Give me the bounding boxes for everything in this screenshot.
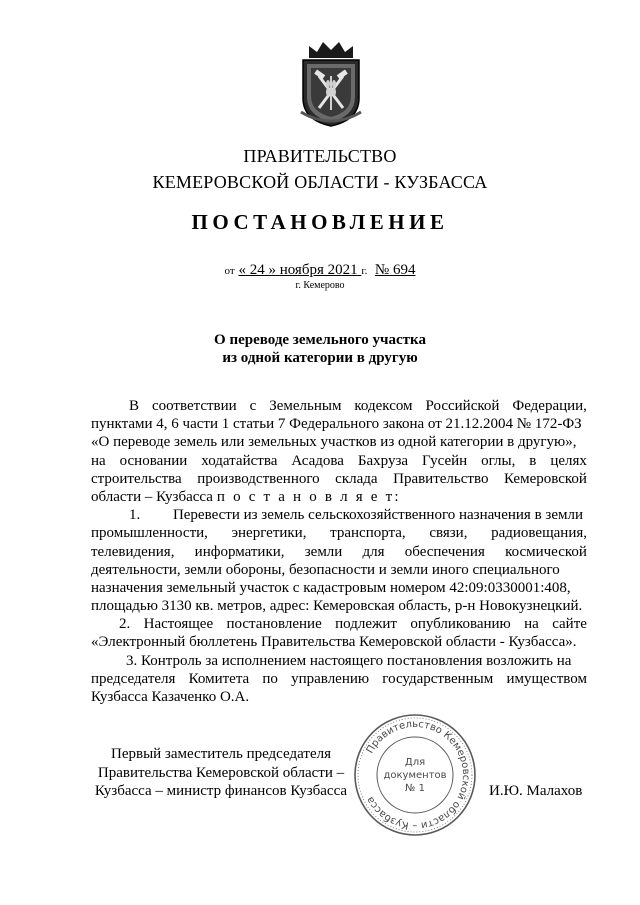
date-day: « 24 » ноября 2021 [238,262,358,278]
document-body [91,397,587,706]
body-line: пунктами 4, 6 части 1 статьи 7 Федерального закона от 21.12.2004 № 172-ФЗ [91,416,582,433]
body-line: 3. Контроль за исполнением настоящего постановления возложить на [126,652,572,669]
official-stamp [352,712,478,838]
document-type-title: ПОСТАНОВЛЕНИЕ [191,210,449,234]
signatory-name: И.Ю. Малахов [489,783,583,799]
date-number-line [0,262,640,279]
body-line: на основании ходатайства Асадова Бахруза Гусейн оглы, в целях [91,452,587,469]
body-line: промышленности, энергетики, транспорта, связи, радиовещания, [91,525,587,542]
date-prefix: от [224,265,235,277]
body-line: деятельности, земли обороны, безопасности и земли иного специального [91,561,560,578]
signatory-title: Первый заместитель председателя Правительства Кемеровской области – Кузбасса – министр финансов Кузбасса [94,746,348,799]
body-line: председателя Комитета по управлению государственным имуществом [91,670,587,687]
city-name: г. Кемерово [295,280,345,291]
body-line: строительства производственного склада Правительство Кемеровской [91,470,587,487]
body-line: Кузбасса Казаченко О.А. [91,689,250,705]
body-line: 2. Настоящее постановление подлежит опубликованию на сайте [119,616,587,633]
subject-line2: из одной категории в другую [222,350,418,366]
coat-of-arms-icon [295,40,367,128]
organization-name-line1: ПРАВИТЕЛЬСТВО [243,146,397,166]
body-line: площадью 3130 кв. метров, адрес: Кемеровская область, р-н Новокузнецкий. [91,598,583,615]
body-line: телевидения, информатики, земли для обеспечения космической [91,543,587,560]
date-year-suffix: г. [361,265,368,277]
body-line: «Электронный бюллетень Правительства Кемеровской области - Кузбасса». [91,634,577,651]
body-line: В соответствии с Земельным кодексом Российской Федерации, [129,398,587,414]
stamp-ring-text: Правительство Кемеровской области – Кузбасса [364,718,472,832]
document-number: № 694 [374,262,416,278]
stamp-center-line1: Для [404,757,426,768]
stamp-center-line2: документов [383,770,447,781]
body-line: области – Кузбасса п о с т а н о в л я е т: [91,488,401,505]
subject-line1: О переводе земельного участка [214,332,426,348]
stamp-center-line3: № 1 [405,783,425,794]
organization-name-line2: КЕМЕРОВСКОЙ ОБЛАСТИ - КУЗБАССА [152,172,488,192]
body-line: «О переводе земель или земельных участков из одной категории в другую», [91,434,577,451]
body-line: 1. Перевести из земель сельскохозяйственного назначения в земли [129,507,583,524]
body-line: назначения земельный участок с кадастровым номером 42:09:0330001:408, [91,579,571,596]
